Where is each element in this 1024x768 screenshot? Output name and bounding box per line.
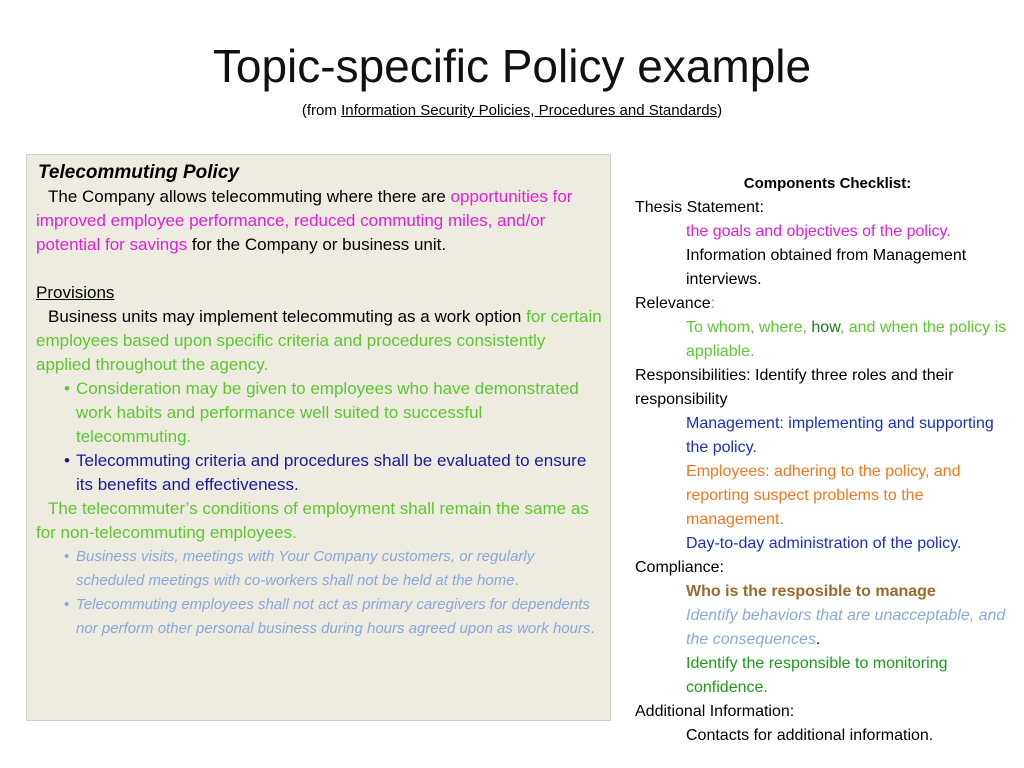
bullet-end-period: . [514, 572, 519, 589]
bullet-end-period: . [590, 620, 595, 637]
subtitle-prefix: (from [301, 102, 342, 119]
bullet-text: Consideration may be given to employees who have demonstrated work habits and performance well suited to successful telecommuting. [76, 379, 579, 446]
provisions-paragraph [36, 305, 602, 377]
thesis-item-goals: the goals and objectives of the policy. [686, 223, 951, 240]
thesis-item-info: Information obtained from Management interviews. [686, 247, 967, 288]
bullet-text: Telecommuting criteria and procedures shall be evaluated to ensure its benefits and effectiveness. [76, 451, 587, 494]
responsibility-employees: Employees: adhering to the policy, and reporting suspect problems to the management. [686, 463, 961, 528]
conditions-paragraph: The telecommuter’s conditions of employment shall remain the same as for non-telecommuting employees. [36, 499, 589, 542]
additional-contacts: Contacts for additional information. [686, 727, 934, 744]
policy-heading: Telecommuting Policy [38, 162, 239, 183]
compliance-behaviors-period: . [815, 631, 821, 648]
provisions-plain-text: Business units may implement telecommuting as a work option [48, 307, 522, 326]
compliance-behaviors: Identify behaviors that are unacceptable, and the consequences [686, 607, 1006, 648]
compliance-behaviors-line [635, 604, 1020, 652]
intro-highlight-text: opportunities for improved employee performance, reduced commuting miles, and/or potential for savings [36, 187, 573, 254]
list-item [36, 449, 602, 497]
list-item [36, 593, 602, 641]
provisions-highlight-text: for certain employees based upon specific criteria and procedures consistently applied throughout the agency. [36, 307, 602, 374]
bullet-icon: • [64, 379, 70, 398]
responsibility-admin: Day-to-day administration of the policy. [686, 535, 962, 552]
additional-label: Additional Information: [635, 703, 795, 720]
bullet-icon: • [64, 596, 70, 613]
subtitle-suffix: ) [717, 102, 723, 119]
bullet-icon: • [64, 548, 70, 565]
relevance-colon: : [710, 295, 716, 312]
spacer [36, 257, 602, 281]
responsibilities-label: Responsibilities: Identify three roles and their responsibility [635, 367, 954, 408]
intro-plain-text: The Company allows telecommuting where there are [48, 187, 451, 206]
responsibility-management: Management: implementing and supporting the policy. [686, 415, 994, 456]
list-item [36, 545, 602, 593]
relevance-item [635, 316, 1020, 364]
thesis-label: Thesis Statement: [635, 199, 764, 216]
restrictions-bullet-list [36, 545, 602, 641]
relevance-part-1: To whom, where, [686, 319, 812, 336]
list-item [36, 377, 602, 449]
provisions-heading: Provisions [36, 283, 115, 302]
intro-tail-text: for the Company or business unit. [187, 235, 447, 254]
provisions-bullet-list [36, 377, 602, 497]
slide-title: Topic-specific Policy example [212, 40, 812, 92]
source-reference: Information Security Policies, Procedures and Standards [341, 102, 718, 119]
relevance-label-line [635, 292, 1020, 316]
bullet-icon: • [64, 451, 70, 470]
relevance-part-how: how [811, 319, 840, 336]
compliance-monitoring: Identify the responsible to monitoring confidence. [686, 655, 948, 696]
relevance-label: Relevance [635, 295, 711, 312]
policy-text-box [26, 154, 611, 721]
components-checklist [635, 172, 1020, 748]
policy-intro [36, 185, 602, 257]
bullet-text: Telecommuting employees shall not act as primary caregivers for dependents nor perform other personal business during hours agreed upon as work hours [76, 596, 591, 637]
relevance-part-3: , and when the policy is appliable. [686, 319, 1007, 360]
bullet-text: Business visits, meetings with Your Company customers, or regularly scheduled meetings with co-workers shall not be held at the home [76, 548, 535, 589]
checklist-heading: Components Checklist: [743, 175, 912, 192]
slide-subtitle [0, 101, 1024, 121]
compliance-label: Compliance: [635, 559, 724, 576]
compliance-who: Who is the resposible to manage [686, 583, 936, 600]
